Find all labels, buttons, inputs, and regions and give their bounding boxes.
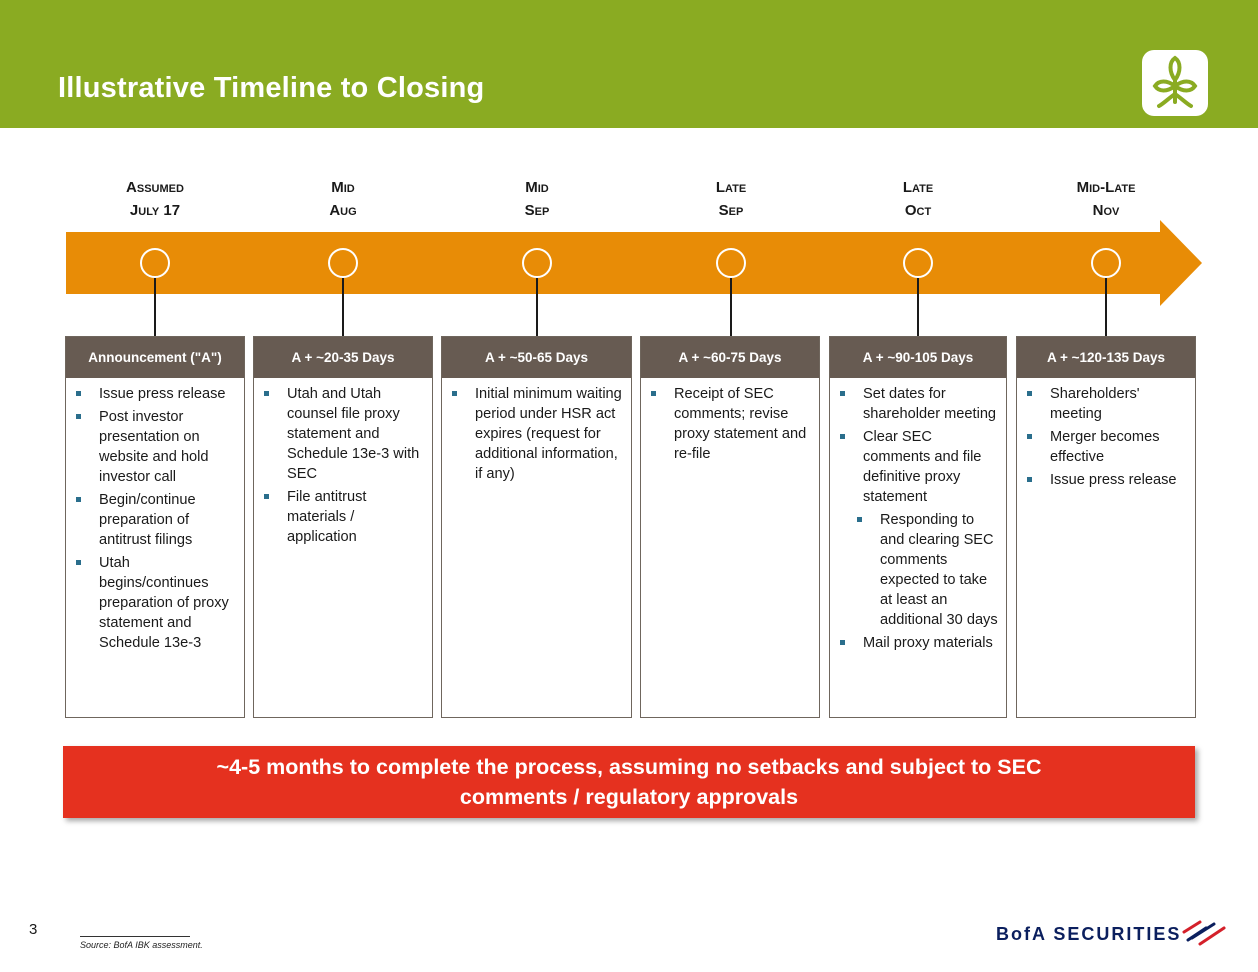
milestone-date: [641, 176, 821, 222]
milestone-circle: [140, 248, 170, 278]
milestone-bullet: Receipt of SEC comments; revise proxy statement and re-file: [649, 384, 815, 464]
milestone-bullet: Utah and Utah counsel file proxy statement and Schedule 13e-3 with SEC: [262, 384, 428, 484]
timeline-arrow: [66, 220, 1202, 306]
milestone-box: [65, 336, 245, 718]
milestone-circle: [716, 248, 746, 278]
milestone-date: [1016, 176, 1196, 222]
milestone-date-line1: Assumed: [126, 179, 184, 196]
milestone-connector: [1105, 278, 1107, 336]
milestone-box: [640, 336, 820, 718]
milestone-bullet: Issue press release: [1025, 470, 1191, 490]
milestone-bullet-list: [66, 378, 244, 653]
milestone-bullet: Mail proxy materials: [838, 633, 1002, 653]
milestone-connector: [154, 278, 156, 336]
milestone-bullet: Post investor presentation on website and hold investor call: [74, 407, 240, 487]
milestone-date: [447, 176, 627, 222]
page-number: 3: [29, 921, 38, 938]
milestone-box: [1016, 336, 1196, 718]
milestone-bullet: Clear SEC comments and file definitive proxy statement: [838, 427, 1002, 507]
milestone-date-line1: Mid-Late: [1076, 179, 1136, 196]
milestone-bullet-list: [442, 378, 631, 484]
milestone-header: A + ~60-75 Days: [641, 337, 819, 378]
leaf-logo-icon: [1142, 50, 1208, 116]
milestone-circle: [1091, 248, 1121, 278]
milestone-box: [253, 336, 433, 718]
milestone-box: [829, 336, 1007, 718]
milestone-date-line2: Nov: [1092, 202, 1120, 219]
milestone-bullet: File antitrust materials / application: [262, 487, 428, 547]
bofa-flag-icon: [1180, 918, 1226, 946]
milestone-header: A + ~50-65 Days: [442, 337, 631, 378]
source-note: Source: BofA IBK assessment.: [80, 940, 203, 950]
milestone-bullet-list: [830, 378, 1006, 653]
milestone-circle: [328, 248, 358, 278]
banner-line-2: comments / regulatory approvals: [459, 785, 799, 809]
milestone-circle: [903, 248, 933, 278]
milestone-connector: [917, 278, 919, 336]
milestone-bullet: Set dates for shareholder meeting: [838, 384, 1002, 424]
milestone-bullet: Utah begins/continues preparation of proxy statement and Schedule 13e-3: [74, 553, 240, 653]
milestone-connector: [730, 278, 732, 336]
milestone-header: A + ~120-135 Days: [1017, 337, 1195, 378]
bofa-logo-text: BofA SECURITIES: [996, 924, 1182, 944]
header-bar: [0, 0, 1258, 128]
milestone-bullet: Issue press release: [74, 384, 240, 404]
milestone-bullet: Initial minimum waiting period under HSR act expires (request for additional information, if any): [450, 384, 627, 484]
milestone-bullet-list: [1017, 378, 1195, 490]
milestone-bullet: Shareholders' meeting: [1025, 384, 1191, 424]
milestone-date-line1: Late: [715, 179, 747, 196]
milestone-header: Announcement ("A"): [66, 337, 244, 378]
milestone-date-line1: Late: [902, 179, 934, 196]
milestone-date-line2: Sep: [524, 202, 550, 219]
milestone-date: [253, 176, 433, 222]
banner-line-1: ~4-5 months to complete the process, assuming no setbacks and subject to SEC: [216, 755, 1042, 779]
milestone-bullet-list: [641, 378, 819, 464]
source-divider: [80, 936, 190, 937]
milestone-box: [441, 336, 632, 718]
milestone-connector: [342, 278, 344, 336]
milestone-date-line1: Mid: [331, 179, 355, 196]
milestone-header: A + ~90-105 Days: [830, 337, 1006, 378]
milestone-date: [828, 176, 1008, 222]
milestone-circle: [522, 248, 552, 278]
summary-banner: [63, 746, 1195, 818]
milestone-bullet-list: [254, 378, 432, 547]
milestone-connector: [536, 278, 538, 336]
milestone-bullet: Merger becomes effective: [1025, 427, 1191, 467]
milestone-date: [65, 176, 245, 222]
milestone-date-line2: Aug: [329, 202, 357, 219]
milestone-date-line2: July 17: [129, 202, 181, 219]
milestone-bullet: Responding to and clearing SEC comments expected to take at least an additional 30 days: [838, 510, 1002, 630]
page-title: Illustrative Timeline to Closing: [58, 72, 485, 104]
milestone-date-line1: Mid: [525, 179, 549, 196]
milestone-header: A + ~20-35 Days: [254, 337, 432, 378]
milestone-date-line2: Sep: [718, 202, 744, 219]
milestone-bullet: Begin/continue preparation of antitrust filings: [74, 490, 240, 550]
milestone-date-line2: Oct: [904, 202, 932, 219]
